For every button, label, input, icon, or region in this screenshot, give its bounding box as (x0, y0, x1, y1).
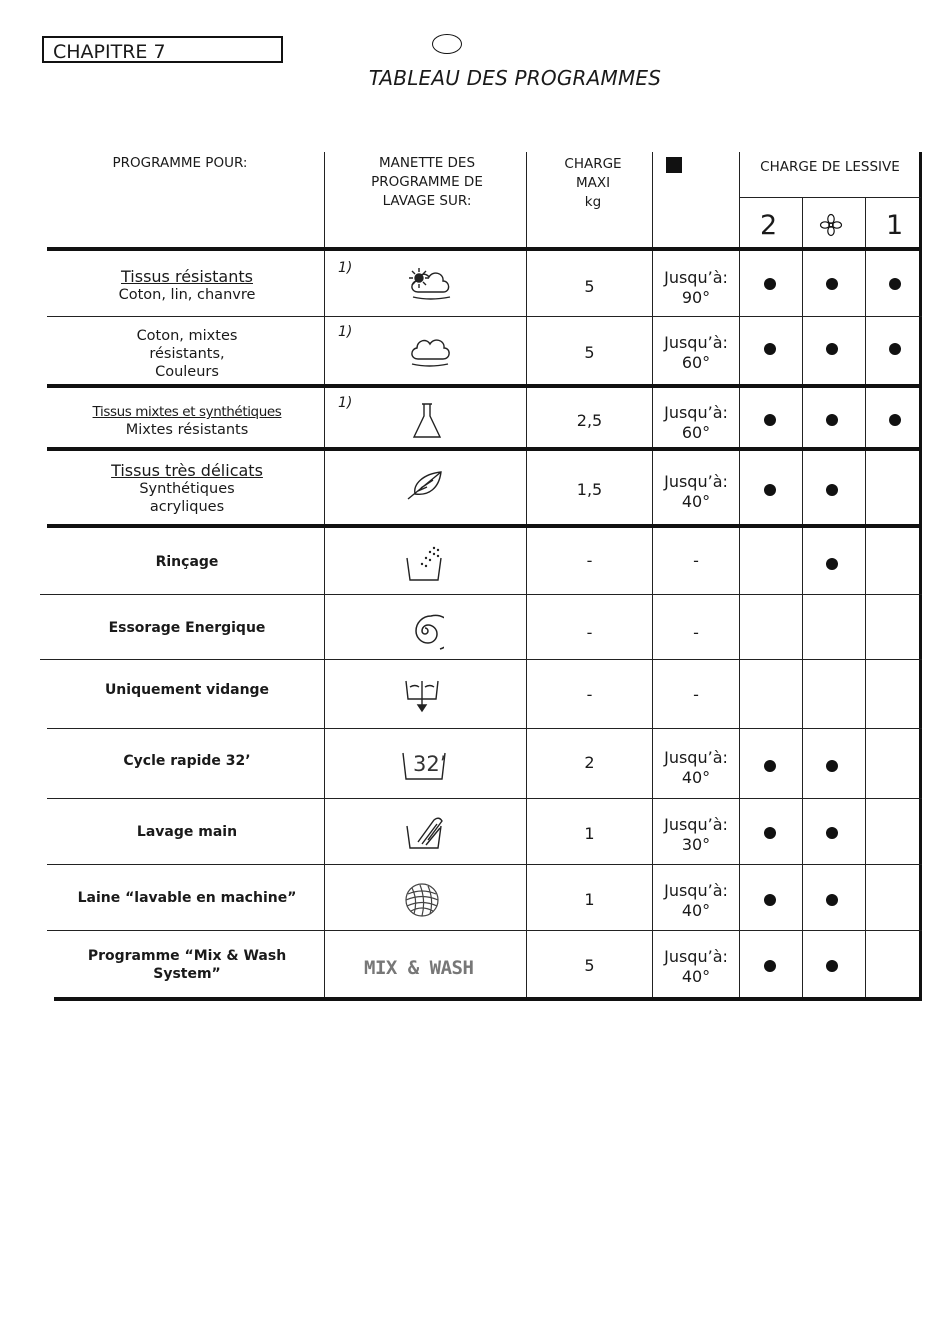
detergent-dot (764, 343, 776, 355)
page-title: TABLEAU DES PROGRAMMES (368, 66, 662, 90)
col-divider-1 (324, 152, 325, 998)
header-programme: PROGRAMME POUR: (112, 155, 248, 171)
header-charge-line1: CHARGE (564, 156, 622, 172)
drain-icon (403, 675, 443, 715)
max-load: 5 (584, 277, 595, 296)
programme-title: Tissus très délicats (111, 461, 263, 480)
detergent-dot (826, 760, 838, 772)
detergent-dot (826, 414, 838, 426)
temperature-label: Jusqu’à: (664, 333, 728, 352)
programme-cell (50, 752, 324, 770)
header-lessive-col-2: 2 (760, 210, 778, 241)
temperature-cell (653, 472, 739, 512)
quick-32-label: 32’ (413, 752, 447, 776)
temperature-value: 40° (681, 768, 711, 787)
temperature-cell (653, 403, 739, 443)
programme-title: Programme “Mix & Wash (87, 948, 287, 964)
detergent-dot (826, 827, 838, 839)
temperature-cell (653, 685, 739, 705)
temperature-value: 30° (681, 835, 711, 854)
temperature-label: - (693, 623, 699, 642)
table-bottom-rule (54, 997, 922, 1001)
max-load: 2,5 (576, 411, 603, 430)
temperature-label: Jusqu’à: (664, 268, 728, 287)
temperature-cell (653, 748, 739, 788)
wool-icon (402, 880, 442, 920)
col-divider-6 (865, 197, 866, 998)
programme-cell (50, 462, 324, 516)
language-oval-icon (432, 34, 462, 54)
temperature-label: Jusqu’à: (664, 815, 728, 834)
detergent-dot (764, 278, 776, 290)
col-divider-4 (739, 152, 740, 998)
header-bottom-rule (47, 247, 922, 251)
cotton-prewash-icon (404, 264, 456, 304)
programme-cell (50, 327, 324, 381)
header-charge-line2: MAXI (575, 175, 611, 191)
row-divider (47, 447, 922, 451)
temperature-label: - (693, 685, 699, 704)
chapter-label: CHAPITRE 7 (42, 36, 283, 63)
programme-title: Essorage Energique (108, 620, 266, 636)
temperature-label: - (693, 551, 699, 570)
detergent-dot (826, 558, 838, 570)
header-manette-line2: PROGRAMME DE (371, 174, 483, 190)
col-divider-5 (802, 197, 803, 998)
programme-cell (50, 268, 324, 304)
detergent-dot (764, 960, 776, 972)
hand-wash-icon (404, 812, 448, 852)
row-divider (47, 798, 922, 799)
detergent-dot (826, 484, 838, 496)
programme-cell (50, 553, 324, 571)
synthetic-flask-icon (410, 401, 444, 441)
programme-title-line2: System” (153, 966, 221, 982)
programme-subtitle: Synthétiques (139, 481, 235, 497)
programme-title: Laine “lavable en machine” (77, 890, 297, 906)
temperature-cell (653, 333, 739, 373)
detergent-dot (889, 343, 901, 355)
detergent-dot (764, 760, 776, 772)
programme-subtitle: Mixtes résistants (125, 422, 249, 438)
programme-title: Uniquement vidange (104, 682, 270, 698)
temperature-value: 40° (681, 901, 711, 920)
footnote-marker: 1) (338, 260, 353, 276)
temperature-value: 40° (681, 492, 711, 511)
detergent-dot (764, 827, 776, 839)
temperature-label: Jusqu’à: (664, 881, 728, 900)
temperature-value: 40° (681, 967, 711, 986)
row-divider (40, 594, 922, 595)
quick-32-icon (400, 743, 450, 785)
row-divider (47, 384, 922, 388)
detergent-dot (826, 894, 838, 906)
header-charge-line3: kg (584, 194, 602, 210)
lessive-sub-divider (739, 197, 921, 198)
detergent-dot (826, 278, 838, 290)
max-load: - (586, 623, 593, 642)
programme-subtitle: résistants, (149, 346, 225, 362)
flower-icon (819, 213, 843, 237)
delicate-feather-icon (405, 468, 447, 502)
programme-cell (50, 619, 324, 637)
temperature-value: 60° (681, 353, 711, 372)
temperature-value: 60° (681, 423, 711, 442)
temperature-cell (653, 947, 739, 987)
max-load: 2 (584, 753, 595, 772)
header-manette-line3: LAVAGE SUR: (382, 193, 472, 209)
max-load: 5 (584, 343, 595, 362)
detergent-dot (889, 278, 901, 290)
header-manette (332, 154, 522, 211)
row-divider (40, 659, 922, 660)
temperature-cell (653, 551, 739, 571)
programme-title: Cycle rapide 32’ (123, 753, 251, 769)
header-lessive: CHARGE DE LESSIVE (760, 159, 900, 175)
header-manette-line1: MANETTE DES (378, 155, 476, 171)
temperature-label: Jusqu’à: (664, 748, 728, 767)
row-divider (47, 728, 922, 729)
programme-title: Tissus résistants (121, 267, 253, 286)
temperature-cell (653, 815, 739, 855)
cotton-icon (406, 332, 452, 370)
footnote-marker: 1) (338, 324, 353, 340)
temperature-label: Jusqu’à: (664, 403, 728, 422)
detergent-dot (764, 414, 776, 426)
rinse-icon (404, 544, 448, 584)
detergent-dot (826, 343, 838, 355)
spin-icon (406, 612, 444, 650)
mix-wash-label: MIX & WASH (364, 957, 474, 979)
black-square-icon (666, 157, 682, 173)
row-divider (47, 864, 922, 865)
programme-cell (50, 403, 324, 439)
table-right-border (919, 152, 922, 1000)
programme-subtitle: Coton, lin, chanvre (118, 287, 256, 303)
detergent-dot (764, 894, 776, 906)
footnote-marker: 1) (338, 395, 353, 411)
programme-title: Rinçage (155, 554, 219, 570)
programme-subtitle: Coton, mixtes (136, 328, 238, 344)
max-load: 1 (584, 890, 595, 909)
temperature-cell (653, 268, 739, 308)
programme-title: Lavage main (136, 824, 238, 840)
header-charge (540, 155, 646, 212)
row-divider (47, 524, 922, 528)
row-divider (47, 316, 922, 317)
programme-title: Tissus mixtes et synthétiques (92, 404, 282, 420)
programme-cell (50, 681, 324, 699)
programme-cell (50, 889, 324, 907)
row-divider (47, 930, 922, 931)
max-load: 1 (584, 824, 595, 843)
programme-cell (50, 823, 324, 841)
temperature-label: Jusqu’à: (664, 947, 728, 966)
temperature-cell (653, 623, 739, 643)
max-load: 5 (584, 956, 595, 975)
programme-subtitle: Couleurs (155, 364, 219, 380)
max-load: - (586, 551, 593, 570)
header-lessive-col-1: 1 (886, 210, 904, 241)
max-load: 1,5 (576, 480, 603, 499)
temperature-label: Jusqu’à: (664, 472, 728, 491)
programme-cell (50, 947, 324, 983)
detergent-dot (826, 960, 838, 972)
temperature-cell (653, 881, 739, 921)
detergent-dot (889, 414, 901, 426)
max-load: - (586, 685, 593, 704)
temperature-value: 90° (681, 288, 711, 307)
programme-subtitle: acryliques (149, 499, 225, 515)
detergent-dot (764, 484, 776, 496)
